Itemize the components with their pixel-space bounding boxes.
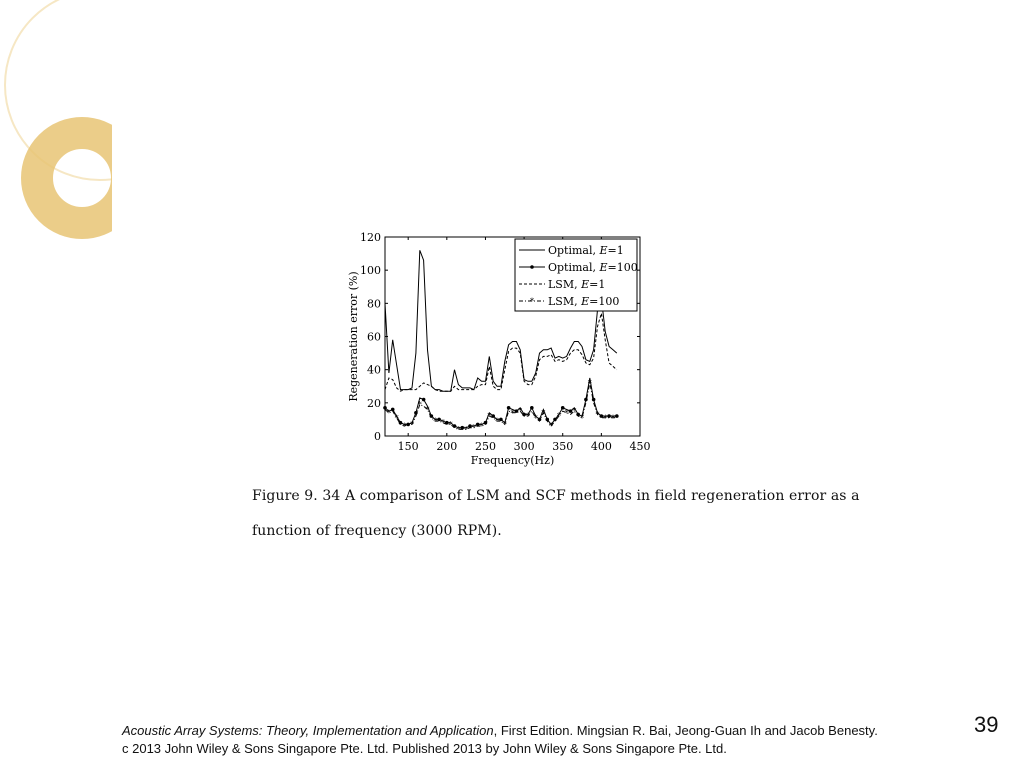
- series-4-point: *: [464, 425, 469, 435]
- regeneration-error-chart: [340, 225, 660, 475]
- x-tick-label: 300: [513, 440, 535, 453]
- book-title: Acoustic Array Systems: Theory, Implementation and Application: [122, 723, 494, 738]
- x-axis-label: Frequency(Hz): [470, 454, 555, 467]
- series-4-point: *: [410, 420, 415, 430]
- decor-cut: [112, 0, 120, 250]
- x-tick-label: 350: [552, 440, 574, 453]
- legend-label-part: =1: [607, 244, 624, 257]
- legend: [515, 239, 638, 311]
- series-4-point: *: [564, 408, 569, 418]
- legend-label-4: [548, 295, 619, 308]
- legend-label-part: LSM,: [548, 278, 582, 291]
- series-4-point: *: [502, 420, 507, 430]
- page-number: 39: [974, 712, 999, 737]
- legend-label-2: [548, 261, 638, 274]
- footer-line-1-rest: , First Edition. Mingsian R. Bai, Jeong-Guan Ih and Jacob Benesty.: [493, 723, 878, 738]
- series-4-point: *: [425, 405, 430, 415]
- series-4-point: *: [610, 413, 615, 423]
- footer-citation: [122, 722, 878, 758]
- series-4-point: *: [541, 408, 546, 418]
- y-tick-label: 80: [367, 297, 381, 311]
- series-4-point: *: [448, 420, 453, 430]
- legend-label-part: Optimal,: [548, 244, 600, 257]
- series-2-point: [615, 414, 619, 418]
- y-tick-label: 0: [374, 430, 381, 443]
- legend-label-3: [548, 278, 605, 291]
- legend-label-part: Optimal,: [548, 261, 600, 274]
- series-4-point: *: [394, 413, 399, 423]
- series-4-point: *: [479, 422, 484, 432]
- y-tick-label: 60: [367, 330, 381, 344]
- series-4-point: *: [587, 378, 592, 388]
- y-tick-label: 20: [367, 396, 381, 410]
- series-4-point: *: [595, 410, 600, 420]
- legend-marker-2: [530, 265, 534, 269]
- decorative-circles: [0, 0, 120, 250]
- series-4-point: *: [603, 413, 608, 423]
- x-tick-label: 450: [629, 440, 651, 453]
- legend-marker-4: *: [530, 297, 534, 306]
- x-tick-label: 200: [436, 440, 458, 453]
- series-4-point: *: [386, 408, 391, 418]
- x-tick-label: 250: [474, 440, 496, 453]
- series-4-point: *: [580, 413, 585, 423]
- y-axis-label: Regeneration error (%): [347, 271, 360, 402]
- y-tick-label: 100: [360, 264, 381, 278]
- series-4-point: *: [402, 422, 407, 432]
- series-4-point: *: [525, 412, 530, 422]
- legend-label-part: E: [581, 278, 590, 291]
- x-tick-label: 150: [397, 440, 419, 453]
- series-line-3: [385, 313, 617, 391]
- series-4-point: *: [518, 407, 523, 417]
- series-4-point: *: [440, 418, 445, 428]
- series-4-point: *: [487, 412, 492, 422]
- series-2-point: [414, 411, 418, 415]
- y-tick-label: 40: [367, 363, 381, 377]
- series-4-point: *: [495, 417, 500, 427]
- figure-caption-line-2: function of frequency (3000 RPM).: [252, 523, 502, 539]
- footer-line-2: c 2013 John Wiley & Sons Singapore Pte. Ltd. Published 2013 by John Wiley & Sons Singapore Pte. Ltd.: [122, 741, 727, 756]
- legend-label-part: LSM,: [548, 295, 582, 308]
- legend-label-part: =100: [589, 295, 620, 308]
- legend-label-part: E: [599, 244, 608, 257]
- series-4-point: *: [549, 422, 554, 432]
- x-tick-label: 400: [590, 440, 612, 453]
- series-4-point: *: [471, 423, 476, 433]
- footer-line-1: [122, 722, 878, 740]
- series-4-point: *: [556, 412, 561, 422]
- legend-label-part: E: [599, 261, 608, 274]
- series-4-point: *: [510, 408, 515, 418]
- series-2-point: [422, 398, 426, 402]
- legend-label-1: [548, 244, 624, 257]
- figure-caption-line-1: Figure 9. 34 A comparison of LSM and SCF methods in field regeneration error as a: [252, 488, 860, 504]
- y-tick-label: 120: [360, 231, 381, 244]
- legend-label-part: =100: [607, 261, 638, 274]
- legend-label-part: E: [581, 295, 590, 308]
- series-4-point: *: [533, 413, 538, 423]
- legend-label-part: =1: [589, 278, 606, 291]
- series-4-point: *: [417, 400, 422, 410]
- series-4-point: *: [456, 425, 461, 435]
- series-2-point: [530, 406, 534, 410]
- series-4-point: *: [433, 417, 438, 427]
- series-4-point: *: [572, 407, 577, 417]
